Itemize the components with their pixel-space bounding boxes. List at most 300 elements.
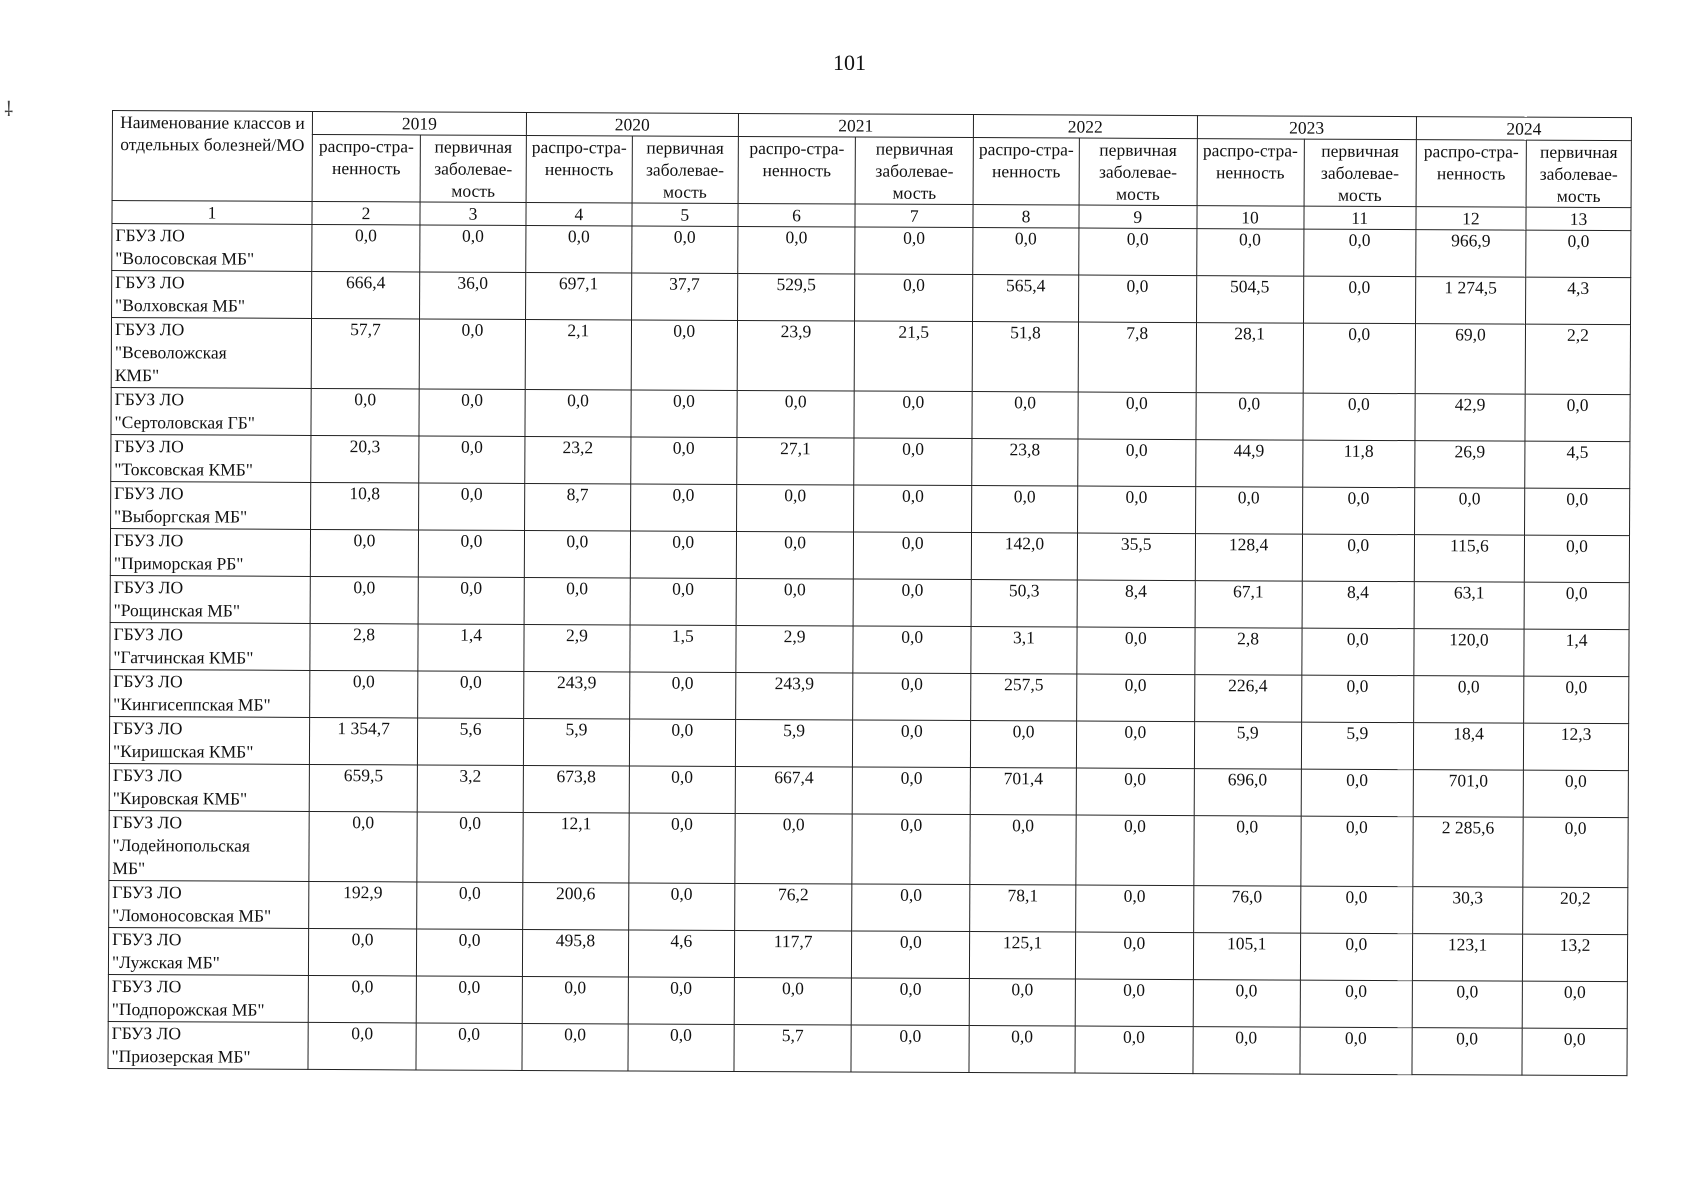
facility-name-line: "Приморская РБ" [113, 553, 244, 574]
facility-name-cell [109, 810, 309, 881]
facility-name-cell [111, 434, 311, 482]
incidence-value: 0,0 [1075, 1026, 1193, 1074]
prevalence-value: 0,0 [969, 979, 1075, 1026]
incidence-value: 0,0 [629, 719, 735, 766]
table-row [109, 763, 1628, 817]
facility-name-cell [109, 880, 309, 928]
prevalence-value: 8,7 [524, 483, 630, 530]
prevalence-value: 0,0 [737, 226, 855, 274]
prevalence-value: 76,0 [1193, 886, 1300, 934]
incidence-value: 0,0 [854, 438, 972, 486]
facility-name-cell [108, 1021, 308, 1069]
facility-name-line: "Кингисеппская МБ" [113, 694, 271, 715]
incidence-header: первичная заболевае-мость [1079, 138, 1197, 206]
facility-name-line: ГБУЗ ЛО [114, 319, 185, 340]
prevalence-value: 76,2 [734, 883, 852, 931]
prevalence-value: 701,0 [1413, 770, 1523, 818]
prevalence-value: 69,0 [1415, 324, 1526, 395]
prevalence-value: 0,0 [736, 531, 854, 579]
prevalence-value: 0,0 [309, 811, 417, 882]
incidence-value: 0,0 [628, 1024, 734, 1071]
incidence-value: 0,0 [630, 484, 736, 531]
table-row [108, 1021, 1627, 1075]
column-number: 8 [973, 205, 1079, 228]
prevalence-value: 23,9 [737, 320, 855, 391]
prevalence-value: 23,8 [972, 439, 1078, 486]
incidence-value: 0,0 [1525, 488, 1630, 535]
incidence-value: 0,0 [852, 931, 970, 979]
facility-name-cell [110, 528, 310, 576]
incidence-value: 0,0 [630, 578, 736, 625]
prevalence-value: 0,0 [735, 813, 853, 884]
incidence-value: 0,0 [1300, 980, 1413, 1028]
incidence-value: 0,0 [853, 579, 971, 627]
prevalence-value: 495,8 [522, 929, 628, 976]
prevalence-value: 192,9 [309, 881, 417, 929]
prevalence-value: 666,4 [312, 271, 420, 319]
facility-name-line: ГБУЗ ЛО [115, 272, 185, 293]
facility-name-line: ГБУЗ ЛО [114, 389, 185, 410]
prevalence-value: 2,9 [524, 624, 630, 671]
column-number: 13 [1526, 207, 1631, 230]
incidence-value: 8,4 [1077, 580, 1195, 628]
incidence-value: 1,5 [630, 625, 736, 672]
incidence-value: 0,0 [419, 319, 525, 389]
facility-name-line: МБ" [112, 858, 146, 879]
incidence-value: 0,0 [418, 577, 524, 624]
table-row [112, 224, 1631, 278]
incidence-value: 0,0 [1302, 534, 1415, 582]
incidence-value: 0,0 [1301, 675, 1414, 723]
prevalence-value: 0,0 [736, 578, 854, 626]
facility-name-line: ГБУЗ ЛО [112, 812, 183, 833]
prevalence-value: 504,5 [1196, 276, 1303, 324]
facility-name-line: "Лодейнопольская [112, 835, 250, 856]
incidence-value: 35,5 [1077, 533, 1195, 581]
prevalence-value: 128,4 [1195, 534, 1302, 582]
prevalence-value: 57,7 [311, 318, 419, 389]
incidence-value: 11,8 [1302, 440, 1415, 488]
prevalence-value: 0,0 [525, 389, 631, 436]
facility-name-line: "Приозерская МБ" [111, 1046, 251, 1067]
facility-name-cell [111, 318, 311, 389]
prevalence-value: 0,0 [734, 977, 852, 1025]
table-row [111, 387, 1630, 441]
prevalence-value: 117,7 [734, 930, 852, 978]
facility-name-line: ГБУЗ ЛО [113, 577, 184, 598]
facility-name-line: "Гатчинская КМБ" [113, 647, 254, 668]
facility-name-line: "Ломоносовская МБ" [112, 905, 272, 926]
prevalence-value: 673,8 [523, 765, 629, 812]
facility-name-cell [110, 622, 310, 670]
facility-name-line: "Волховская МБ" [115, 295, 246, 316]
prevalence-value: 0,0 [736, 484, 854, 532]
incidence-value: 0,0 [1523, 770, 1628, 817]
incidence-value: 20,2 [1523, 887, 1628, 934]
prevalence-value: 659,5 [309, 764, 417, 812]
incidence-value: 0,0 [632, 226, 738, 273]
table-row [111, 481, 1630, 535]
facility-name-cell [108, 927, 308, 975]
prevalence-value: 0,0 [522, 1023, 628, 1070]
morbidity-table [107, 110, 1632, 1076]
facility-name-cell [110, 575, 310, 623]
incidence-value: 0,0 [1075, 979, 1193, 1027]
prevalence-value: 0,0 [970, 721, 1076, 768]
incidence-value: 0,0 [1526, 230, 1631, 277]
incidence-value: 0,0 [851, 1025, 969, 1073]
incidence-value: 4,3 [1526, 277, 1631, 324]
prevalence-value: 20,3 [311, 435, 419, 483]
facility-name-line: ГБУЗ ЛО [113, 718, 183, 739]
incidence-value: 0,0 [854, 532, 972, 580]
incidence-value: 0,0 [418, 530, 524, 577]
facility-name-line: "Киришская КМБ" [112, 741, 254, 762]
prevalence-value: 0,0 [1195, 487, 1302, 535]
incidence-value: 0,0 [1300, 1027, 1413, 1075]
incidence-value: 0,0 [1300, 886, 1413, 934]
facility-name-line: "Выборгская МБ" [114, 506, 248, 527]
incidence-value: 0,0 [855, 227, 973, 275]
incidence-value: 0,0 [1522, 1028, 1627, 1075]
facility-name-line: ГБУЗ ЛО [111, 1023, 182, 1044]
incidence-value: 0,0 [417, 812, 523, 882]
prevalence-value: 115,6 [1414, 535, 1524, 583]
facility-name-line: "Подпорожская МБ" [111, 999, 265, 1020]
prevalence-value: 18,4 [1413, 723, 1523, 771]
prevalence-value: 42,9 [1415, 394, 1525, 442]
incidence-value: 0,0 [1523, 817, 1628, 887]
prevalence-value: 0,0 [524, 530, 630, 577]
incidence-value: 21,5 [855, 321, 973, 392]
incidence-value: 3,2 [417, 765, 523, 812]
prevalence-value: 44,9 [1195, 440, 1302, 488]
year-header: 2023 [1197, 116, 1416, 140]
incidence-value: 5,9 [1301, 722, 1414, 770]
column-number: 4 [526, 202, 632, 225]
incidence-value: 1,4 [418, 624, 524, 671]
year-header: 2020 [526, 112, 738, 136]
incidence-value: 0,0 [1301, 628, 1414, 676]
prevalence-value: 2,8 [310, 623, 418, 671]
prevalence-value: 5,7 [734, 1024, 852, 1072]
facility-name-line: "Токсовская КМБ" [114, 459, 253, 480]
incidence-header: первичная заболевае-мость [420, 135, 526, 202]
column-number: 2 [312, 201, 420, 225]
prevalence-value: 2 285,6 [1413, 817, 1524, 888]
facility-name-cell [109, 716, 309, 764]
prevalence-value: 0,0 [969, 1026, 1075, 1073]
prevalence-value: 2,1 [525, 319, 631, 389]
column-number: 12 [1416, 207, 1526, 231]
prevalence-value: 0,0 [1414, 488, 1524, 536]
prevalence-value: 243,9 [524, 671, 630, 718]
year-header: 2021 [738, 113, 973, 137]
prevalence-value: 1 274,5 [1415, 277, 1525, 325]
incidence-value: 0,0 [855, 274, 973, 322]
incidence-value: 0,0 [1524, 582, 1629, 629]
incidence-value: 0,0 [1078, 275, 1196, 323]
facility-name-cell [108, 974, 308, 1022]
incidence-value: 0,0 [852, 978, 970, 1026]
incidence-value: 4,5 [1525, 441, 1630, 488]
prevalence-value: 0,0 [308, 975, 416, 1023]
prevalence-value: 142,0 [971, 533, 1077, 580]
incidence-value: 0,0 [1078, 439, 1196, 487]
prevalence-header: распро-стра-ненность [738, 136, 856, 204]
table-row [111, 318, 1630, 395]
incidence-value: 0,0 [1076, 721, 1194, 769]
prevalence-value: 0,0 [1412, 981, 1522, 1029]
incidence-value: 0,0 [420, 225, 526, 272]
incidence-value: 0,0 [852, 884, 970, 932]
facility-name-line: ГБУЗ ЛО [113, 530, 184, 551]
incidence-header: первичная заболевае-мость [1526, 140, 1631, 207]
facility-name-cell [112, 271, 312, 319]
incidence-value: 0,0 [629, 813, 735, 883]
prevalence-value: 0,0 [310, 576, 418, 624]
facility-name-cell [111, 481, 311, 529]
prevalence-value: 3,1 [971, 627, 1077, 674]
incidence-value: 0,0 [631, 320, 737, 390]
incidence-value: 5,6 [417, 718, 523, 765]
table-row [110, 669, 1629, 723]
facility-name-line: "Рощинская МБ" [113, 600, 241, 621]
year-header: 2024 [1416, 117, 1631, 141]
incidence-value: 0,0 [417, 882, 523, 929]
prevalence-value: 27,1 [736, 437, 854, 485]
incidence-value: 0,0 [628, 977, 734, 1024]
prevalence-value: 226,4 [1194, 675, 1301, 723]
prevalence-value: 0,0 [1193, 1027, 1300, 1075]
incidence-value: 0,0 [1076, 768, 1194, 816]
prevalence-value: 78,1 [970, 885, 1076, 932]
prevalence-value: 0,0 [524, 577, 630, 624]
prevalence-value: 0,0 [310, 670, 418, 718]
facility-name-line: "Сертоловская ГБ" [114, 412, 255, 433]
year-header: 2019 [312, 111, 526, 135]
table-row [109, 716, 1628, 770]
prevalence-value: 0,0 [1196, 229, 1303, 277]
prevalence-header: распро-стра-ненность [973, 138, 1079, 205]
incidence-header: первичная заболевае-мость [1304, 139, 1417, 207]
incidence-value: 0,0 [631, 390, 737, 437]
prevalence-header: распро-стра-ненность [1416, 140, 1526, 208]
incidence-value: 0,0 [1076, 885, 1194, 933]
prevalence-value: 5,9 [735, 719, 853, 767]
prevalence-value: 67,1 [1195, 581, 1302, 629]
incidence-value: 0,0 [1303, 229, 1416, 277]
table-row [109, 810, 1628, 887]
incidence-value: 0,0 [853, 720, 971, 768]
prevalence-value: 23,2 [525, 436, 631, 483]
prevalence-value: 2,8 [1194, 628, 1301, 676]
prevalence-value: 257,5 [971, 674, 1077, 721]
facility-name-cell [112, 224, 312, 272]
incidence-header: первичная заболевае-мость [855, 137, 973, 205]
incidence-value: 4,6 [628, 930, 734, 977]
incidence-value: 0,0 [1077, 627, 1195, 675]
prevalence-header: распро-стра-ненность [312, 134, 420, 202]
year-header: 2022 [973, 115, 1197, 139]
prevalence-value: 0,0 [526, 225, 632, 272]
incidence-header: первичная заболевае-мость [632, 136, 738, 203]
facility-name-cell [110, 669, 310, 717]
incidence-value: 0,0 [853, 673, 971, 721]
incidence-value: 0,0 [854, 391, 972, 439]
table-row [108, 927, 1627, 981]
incidence-value: 0,0 [419, 436, 525, 483]
prevalence-value: 701,4 [970, 768, 1076, 815]
prevalence-value: 123,1 [1412, 934, 1522, 982]
incidence-value: 0,0 [629, 766, 735, 813]
prevalence-value: 0,0 [311, 388, 419, 436]
prevalence-value: 565,4 [973, 275, 1079, 322]
incidence-value: 0,0 [419, 483, 525, 530]
prevalence-value: 697,1 [525, 272, 631, 319]
column-number: 3 [420, 202, 526, 225]
prevalence-value: 28,1 [1196, 323, 1303, 394]
incidence-value: 0,0 [1300, 816, 1413, 887]
prevalence-value: 0,0 [972, 486, 1078, 533]
facility-name-line: ГБУЗ ЛО [111, 976, 182, 997]
incidence-value: 13,2 [1522, 934, 1627, 981]
incidence-value: 0,0 [1077, 674, 1195, 722]
incidence-value: 0,0 [1301, 769, 1414, 817]
prevalence-value: 12,1 [523, 812, 629, 882]
incidence-value: 0,0 [629, 672, 735, 719]
name-column-header: Наименование классов и отдельных болезней/МО [112, 111, 312, 202]
page-number: 101 [833, 50, 866, 75]
prevalence-value: 0,0 [308, 928, 416, 976]
prevalence-value: 0,0 [1193, 980, 1300, 1028]
incidence-value: 0,0 [1303, 393, 1416, 441]
prevalence-value: 30,3 [1413, 887, 1523, 935]
prevalence-value: 50,3 [971, 580, 1077, 627]
facility-name-line: ГБУЗ ЛО [114, 483, 184, 504]
incidence-value: 0,0 [853, 626, 971, 674]
prevalence-value: 0,0 [308, 1022, 416, 1070]
facility-name-line: ГБУЗ ЛО [112, 882, 182, 903]
incidence-value: 0,0 [853, 767, 971, 815]
incidence-value: 0,0 [1524, 676, 1629, 723]
prevalence-value: 0,0 [522, 976, 628, 1023]
incidence-value: 0,0 [416, 976, 522, 1023]
incidence-value: 0,0 [1524, 535, 1629, 582]
table-row [108, 974, 1627, 1028]
column-number: 10 [1197, 206, 1304, 230]
facility-name-line: "Всеволожская [114, 342, 227, 363]
facility-name-line: ГБУЗ ЛО [113, 624, 183, 645]
prevalence-value: 0,0 [737, 390, 855, 438]
prevalence-value: 125,1 [969, 932, 1075, 979]
incidence-value: 0,0 [1075, 932, 1193, 980]
prevalence-value: 1 354,7 [309, 717, 417, 765]
incidence-value: 0,0 [1525, 394, 1630, 441]
incidence-value: 2,2 [1525, 324, 1630, 394]
prevalence-value: 0,0 [312, 224, 420, 272]
incidence-value: 0,0 [1303, 323, 1416, 394]
incidence-value: 0,0 [1522, 981, 1627, 1028]
incidence-value: 0,0 [416, 1023, 522, 1070]
facility-name-line: "Лужская МБ" [111, 952, 220, 973]
prevalence-value: 0,0 [1193, 816, 1300, 887]
table-row [112, 271, 1631, 325]
incidence-value: 0,0 [416, 929, 522, 976]
facility-name-line: "Кировская КМБ" [112, 788, 248, 809]
incidence-value: 0,0 [1078, 392, 1196, 440]
table-row [109, 880, 1628, 934]
prevalence-value: 0,0 [972, 392, 1078, 439]
prevalence-value: 0,0 [1414, 676, 1524, 724]
facility-name-line: ГБУЗ ЛО [115, 225, 185, 246]
table-row [110, 575, 1629, 629]
prevalence-value: 105,1 [1193, 933, 1300, 981]
table-row [110, 528, 1629, 582]
incidence-value: 0,0 [854, 485, 972, 533]
facility-name-line: "Волосовская МБ" [115, 248, 255, 269]
incidence-value: 0,0 [1302, 487, 1415, 535]
facility-name-line: ГБУЗ ЛО [112, 765, 183, 786]
incidence-value: 12,3 [1523, 723, 1628, 770]
incidence-value: 0,0 [1076, 815, 1194, 886]
incidence-value: 37,7 [631, 273, 737, 320]
prevalence-value: 5,9 [523, 718, 629, 765]
incidence-value: 7,8 [1078, 322, 1196, 393]
facility-name-cell [111, 387, 311, 435]
incidence-value: 0,0 [628, 883, 734, 930]
prevalence-header: распро-стра-ненность [526, 135, 632, 202]
prevalence-value: 26,9 [1415, 441, 1525, 489]
prevalence-value: 243,9 [735, 672, 853, 720]
prevalence-value: 966,9 [1416, 230, 1526, 278]
incidence-value: 1,4 [1524, 629, 1629, 676]
prevalence-value: 0,0 [1196, 393, 1303, 441]
prevalence-value: 2,9 [736, 625, 854, 673]
prevalence-value: 200,6 [523, 882, 629, 929]
column-number: 5 [632, 203, 738, 226]
incidence-value: 0,0 [418, 671, 524, 718]
incidence-value: 8,4 [1302, 581, 1415, 629]
incidence-value: 0,0 [419, 389, 525, 436]
incidence-value: 36,0 [420, 272, 526, 319]
prevalence-value: 0,0 [1412, 1028, 1522, 1076]
incidence-value: 0,0 [1079, 228, 1197, 276]
prevalence-value: 529,5 [737, 273, 855, 321]
prevalence-value: 5,9 [1194, 722, 1301, 770]
incidence-value: 0,0 [1077, 486, 1195, 534]
column-number: 11 [1304, 206, 1416, 230]
prevalence-value: 51,8 [972, 322, 1078, 392]
incidence-value: 0,0 [1303, 276, 1416, 324]
prevalence-value: 0,0 [970, 815, 1076, 885]
column-number: 6 [738, 203, 856, 227]
prevalence-value: 0,0 [310, 529, 418, 577]
facility-name-line: ГБУЗ ЛО [113, 671, 183, 692]
prevalence-value: 63,1 [1414, 582, 1524, 630]
column-number: 1 [112, 201, 312, 225]
facility-name-line: ГБУЗ ЛО [112, 929, 182, 950]
prevalence-value: 667,4 [735, 766, 853, 814]
facility-name-line: ГБУЗ ЛО [114, 436, 184, 457]
incidence-value: 0,0 [1300, 933, 1413, 981]
table-row [111, 434, 1630, 488]
facility-name-line: КМБ" [114, 365, 160, 386]
incidence-value: 0,0 [631, 437, 737, 484]
prevalence-value: 120,0 [1414, 629, 1524, 677]
prevalence-value: 696,0 [1194, 769, 1301, 817]
column-number: 9 [1079, 205, 1197, 229]
